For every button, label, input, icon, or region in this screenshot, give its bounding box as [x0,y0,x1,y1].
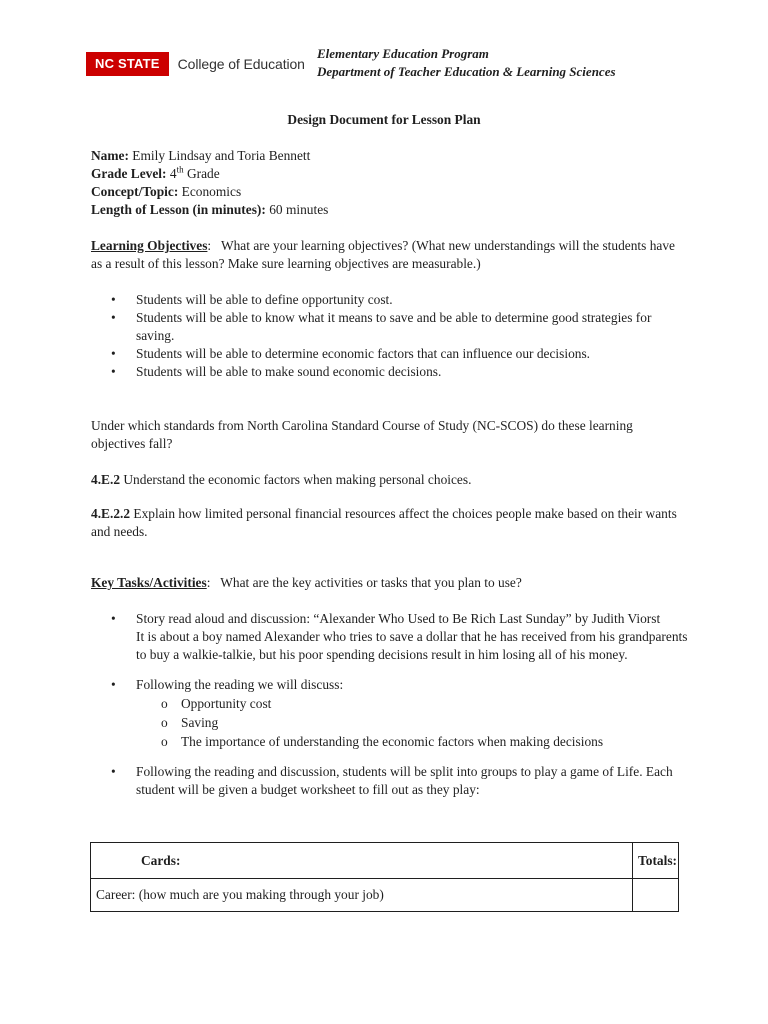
objective-item: • Students will be able to make sound economic decisions. [91,363,691,381]
tasks-colon: : [206,575,211,590]
budget-table [90,842,679,912]
discussion-topic: o Opportunity cost [136,694,691,713]
table-header-row [91,843,679,879]
length-label: Length of Lesson (in minutes): [91,202,266,217]
objective-item: • Students will be able to define opportunity cost. [91,291,691,309]
lesson-info [91,147,328,219]
standard-text: Explain how limited personal financial resources affect the choices people make based on their wants and needs. [91,506,677,539]
objectives-heading: Learning Objectives [91,238,208,253]
grade-number: 4 [169,166,177,181]
program-line-1: Elementary Education Program [317,46,489,61]
nc-state-logo [86,52,305,76]
topic-row [91,183,328,201]
objectives-list [91,291,691,381]
tasks-heading: Key Tasks/Activities [91,575,207,590]
tasks-prompt [91,574,681,592]
standard-code: 4.E.2.2 [91,506,131,521]
length-row [91,201,328,219]
tasks-list [91,610,691,799]
name-value: Emily Lindsay and Toria Bennett [132,148,311,163]
topic-value: Economics [181,184,242,199]
program-header [317,45,616,81]
objective-item: • Students will be able to determine economic factors that can influence our decisions. [91,345,691,363]
logo-text: College of Education [177,56,305,72]
task-item-game-of-life: • Following the reading and discussion, students will be split into groups to play a game of Life. Each student will be given a budget worksheet to fill out as they play: [91,763,691,799]
grade-suffix-sup: th [176,164,184,175]
name-row [91,147,328,165]
grade-label: Grade Level: [91,166,167,181]
task-read-aloud-body: It is about a boy named Alexander who tries to save a dollar that he has received from his grandparents to buy a walkie-talkie, but his poor spending decisions result in him losing all of his money. [136,629,688,662]
discussion-topics [136,694,691,751]
standards-question: Under which standards from North Carolina Standard Course of Study (NC-SCOS) do these learning objectives fall? [91,418,633,451]
table-row [91,879,679,912]
cards-column-header: Cards: [91,843,633,879]
standard-4e2 [91,471,681,489]
totals-column-header: Totals: [633,843,679,879]
objective-item: • Students will be able to know what it means to save and be able to determine good strategies for saving. [91,309,691,345]
card-cell: Career: (how much are you making through your job) [91,879,633,912]
discussion-topic: o The importance of understanding the economic factors when making decisions [136,732,691,751]
total-cell[interactable] [633,879,679,912]
grade-suffix: Grade [186,166,220,181]
task-item-discuss [91,676,691,751]
discussion-topic: o Saving [136,713,691,732]
tasks-question: What are the key activities or tasks that you plan to use? [220,575,522,590]
program-line-2: Department of Teacher Education & Learning Sciences [317,64,616,79]
objectives-prompt [91,237,681,273]
objectives-colon: : [207,238,212,253]
task-item-read-aloud [91,610,691,664]
standard-text: Understand the economic factors when making personal choices. [123,472,472,487]
objectives-question: What are your learning objectives? (What new understandings will the students have as a result of this lesson? Make sure learning objectives are measurable.) [91,238,675,271]
grade-row [91,165,328,183]
topic-label: Concept/Topic: [91,184,179,199]
length-value: 60 minutes [269,202,329,217]
standard-code: 4.E.2 [91,472,121,487]
standard-4e22 [91,505,681,541]
task-read-aloud-title: • Story read aloud and discussion: “Alexander Who Used to Be Rich Last Sunday” by Judith Viorst [136,611,661,626]
name-label: Name: [91,148,129,163]
document-title: Design Document for Lesson Plan [287,112,481,127]
task-discuss-title: • Following the reading we will discuss: [136,677,344,692]
logo-badge: NC STATE [86,52,169,76]
